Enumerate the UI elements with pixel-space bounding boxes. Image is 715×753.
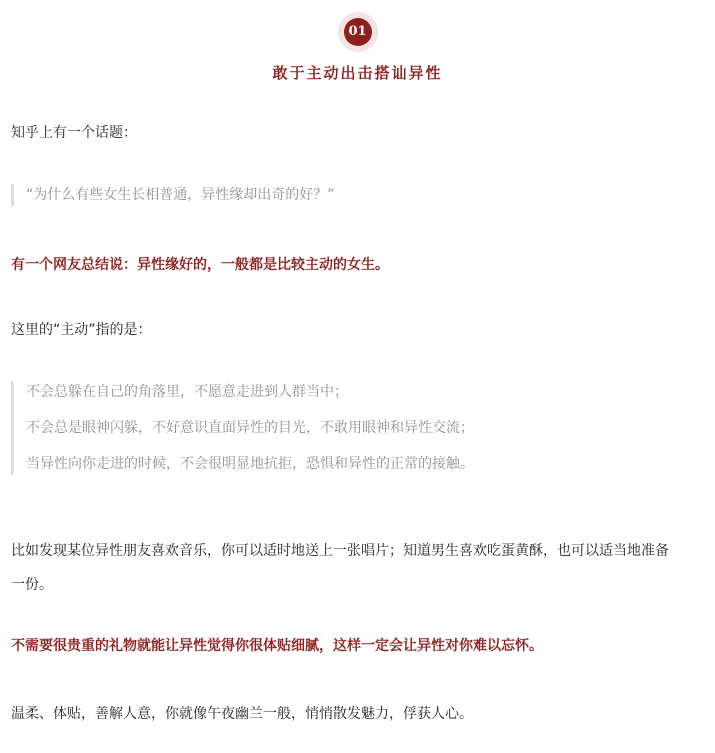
highlight-gift: 不需要很贵重的礼物就能让异性觉得你很体贴细腻，这样一定会让异性对你难以忘怀。: [11, 638, 543, 654]
section-number-badge: [338, 12, 378, 52]
quote-item: 不会总是眼神闪躲，不好意识直面异性的目光，不敢用眼神和异性交流；: [26, 420, 474, 436]
quote-item: 当异性向你走进的时候，不会很明显地抗拒，恐惧和异性的正常的接触。: [26, 456, 474, 472]
quote-item: 不会总躲在自己的角落里，不愿意走进到人群当中；: [26, 384, 348, 400]
paragraph-intro: 知乎上有一个话题：: [11, 125, 137, 141]
quote-block-list: [11, 381, 676, 475]
section-number: 01: [344, 18, 372, 46]
section-title: 敢于主动出击搭讪异性: [272, 64, 443, 82]
highlight-summary: 有一个网友总结说：异性缘好的，一般都是比较主动的女生。: [11, 257, 389, 273]
quote-question-text: “为什么有些女生长相普通，异性缘却出奇的好？”: [26, 187, 335, 203]
paragraph-closing: 温柔、体贴，善解人意，你就像午夜幽兰一般，悄悄散发魅力，俘获人心。: [11, 706, 473, 722]
paragraph-definition: 这里的“主动”指的是：: [11, 322, 152, 338]
quote-block-question: [11, 184, 676, 206]
paragraph-example: 比如发现某位异性朋友喜欢音乐，你可以适时地送上一张唱片；知道男生喜欢吃蛋黄酥，也可以适当地准备一份。: [11, 543, 669, 593]
section-header: [0, 12, 715, 84]
